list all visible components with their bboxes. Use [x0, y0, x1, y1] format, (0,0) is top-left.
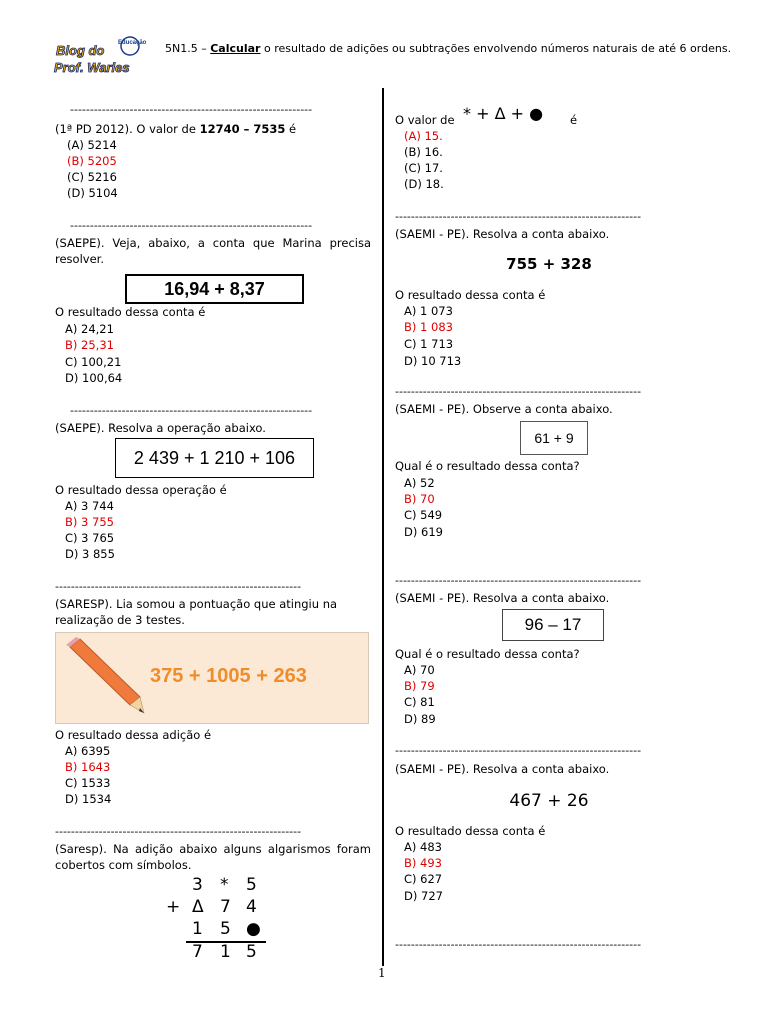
separator: -------------------------------------------------------------: [70, 220, 313, 232]
logo-text-line1: Blog do: [56, 43, 105, 58]
q5-r3-c3: ●: [246, 919, 261, 939]
q5b-option-c[interactable]: (C) 17.: [404, 161, 443, 175]
q5b-option-d[interactable]: (D) 18.: [404, 177, 444, 191]
q4-option-d[interactable]: D) 1534: [65, 792, 112, 806]
q5-r1-c3: 5: [246, 875, 257, 895]
q8-expression-box: 96 – 17: [502, 609, 604, 641]
header-link[interactable]: Calcular: [210, 42, 261, 55]
separator: --------------------------------------------------------------: [55, 826, 302, 838]
q5-r1-c2: *: [220, 875, 229, 895]
q2-option-a[interactable]: A) 24,21: [65, 322, 114, 336]
q7-option-c[interactable]: C) 549: [404, 508, 443, 522]
q3-statement: (SAEPE). Resolva a operação abaixo.: [55, 421, 266, 435]
q6-option-c[interactable]: C) 1 713: [404, 337, 454, 351]
q3-option-d[interactable]: D) 3 855: [65, 547, 115, 561]
q2-expression-box: 16,94 + 8,37: [125, 274, 304, 304]
blog-logo: [50, 36, 160, 78]
q3-option-b[interactable]: B) 3 755: [65, 515, 114, 529]
q3-option-c[interactable]: C) 3 765: [65, 531, 115, 545]
q5-r2-c3: 4: [246, 897, 257, 917]
q2-question: O resultado dessa conta é: [55, 305, 206, 319]
q5-statement: (Saresp). Na adição abaixo alguns algarismos foram cobertos com símbolos.: [55, 842, 371, 872]
logo-badge: Educação: [118, 40, 147, 46]
q5-r2-c2: 7: [220, 897, 231, 917]
q9-option-b[interactable]: B) 493: [404, 856, 442, 870]
q6-option-a[interactable]: A) 1 073: [404, 304, 453, 318]
q6-statement: (SAEMI - PE). Resolva a conta abaixo.: [395, 227, 610, 241]
q1-option-a[interactable]: (A) 5214: [67, 138, 117, 152]
q4-image-expression: 375 + 1005 + 263: [150, 665, 307, 687]
q5-r2-c1: Δ: [192, 897, 204, 917]
separator: --------------------------------------------------------------: [55, 581, 302, 593]
q7-statement: (SAEMI - PE). Observe a conta abaixo.: [395, 402, 613, 416]
q6-option-b[interactable]: B) 1 083: [404, 320, 453, 334]
separator: --------------------------------------------------------------: [395, 211, 642, 223]
q2-option-d[interactable]: D) 100,64: [65, 371, 123, 385]
q2-statement: (SAEPE). Veja, abaixo, a conta que Marina precisa resolver.: [55, 236, 371, 266]
q5b-symbols: * + Δ + ●: [463, 104, 544, 123]
q7-option-b[interactable]: B) 70: [404, 492, 435, 506]
q9-question: O resultado dessa conta é: [395, 824, 546, 838]
q9-statement: (SAEMI - PE). Resolva a conta abaixo.: [395, 762, 610, 776]
q4-option-a[interactable]: A) 6395: [65, 744, 111, 758]
q7-question: Qual é o resultado dessa conta?: [395, 459, 580, 473]
q6-expression: 755 + 328: [506, 255, 592, 273]
q4-option-b[interactable]: B) 1643: [65, 760, 111, 774]
q2-option-c[interactable]: C) 100,21: [65, 355, 122, 369]
separator: --------------------------------------------------------------: [395, 939, 642, 951]
q9-expression: 467 + 26: [509, 791, 589, 811]
q3-expression-box: 2 439 + 1 210 + 106: [115, 438, 314, 478]
q5-r3-c1: 1: [192, 919, 203, 939]
separator: --------------------------------------------------------------: [395, 575, 642, 587]
separator: --------------------------------------------------------------: [395, 386, 642, 398]
q5-r1-c1: 3: [192, 875, 203, 895]
separator: -------------------------------------------------------------: [70, 104, 313, 116]
separator: --------------------------------------------------------------: [395, 745, 642, 757]
q2-option-b[interactable]: B) 25,31: [65, 338, 114, 352]
q5-plus-sign: +: [166, 897, 181, 917]
q9-option-a[interactable]: A) 483: [404, 840, 442, 854]
q3-question: O resultado dessa operação é: [55, 483, 227, 497]
logo-text-line2: Prof. Warles: [54, 60, 130, 75]
q8-option-c[interactable]: C) 81: [404, 695, 435, 709]
q1-option-c[interactable]: (C) 5216: [67, 170, 117, 184]
q7-option-d[interactable]: D) 619: [404, 525, 443, 539]
q5-addition-layout: [160, 875, 270, 965]
separator: -------------------------------------------------------------: [70, 405, 313, 417]
q8-option-a[interactable]: A) 70: [404, 663, 435, 677]
q7-option-a[interactable]: A) 52: [404, 476, 435, 490]
q8-option-b[interactable]: B) 79: [404, 679, 435, 693]
q6-question: O resultado dessa conta é: [395, 288, 546, 302]
q5b-prefix: O valor de: [395, 113, 455, 127]
q4-pencil-image: [55, 632, 369, 724]
q7-expression-box: 61 + 9: [520, 421, 588, 455]
q4-statement-line1: (SARESP). Lia somou a pontuação que atingiu na: [55, 597, 338, 611]
q5-r4-c2: 1: [220, 942, 231, 962]
q5-r3-c2: 5: [220, 919, 231, 939]
page-number: 1: [378, 966, 386, 980]
q4-option-c[interactable]: C) 1533: [65, 776, 111, 790]
q8-question: Qual é o resultado dessa conta?: [395, 647, 580, 661]
q5b-option-b[interactable]: (B) 16.: [404, 145, 443, 159]
q4-statement-line2: realização de 3 testes.: [55, 613, 185, 627]
q5-r4-c3: 5: [246, 942, 257, 962]
q5-r4-c1: 7: [192, 942, 203, 962]
q9-option-c[interactable]: C) 627: [404, 872, 443, 886]
q5b-option-a[interactable]: (A) 15.: [404, 129, 443, 143]
q1-statement: (1ª PD 2012). O valor de 12740 – 7535 é: [55, 122, 297, 136]
q9-option-d[interactable]: D) 727: [404, 889, 443, 903]
header-code: 5N1.5 –: [165, 42, 207, 55]
q8-statement: (SAEMI - PE). Resolva a conta abaixo.: [395, 591, 610, 605]
column-divider: [382, 88, 384, 966]
q1-option-d[interactable]: (D) 5104: [67, 186, 118, 200]
q5b-suffix: é: [570, 113, 578, 127]
header-rest: o resultado de adições ou subtrações envolvendo números naturais de até 6 ordens.: [260, 42, 732, 55]
header-title: [165, 41, 731, 57]
q8-option-d[interactable]: D) 89: [404, 712, 436, 726]
q4-question: O resultado dessa adição é: [55, 728, 212, 742]
q3-option-a[interactable]: A) 3 744: [65, 499, 114, 513]
q6-option-d[interactable]: D) 10 713: [404, 354, 462, 368]
q1-option-b[interactable]: (B) 5205: [67, 154, 117, 168]
